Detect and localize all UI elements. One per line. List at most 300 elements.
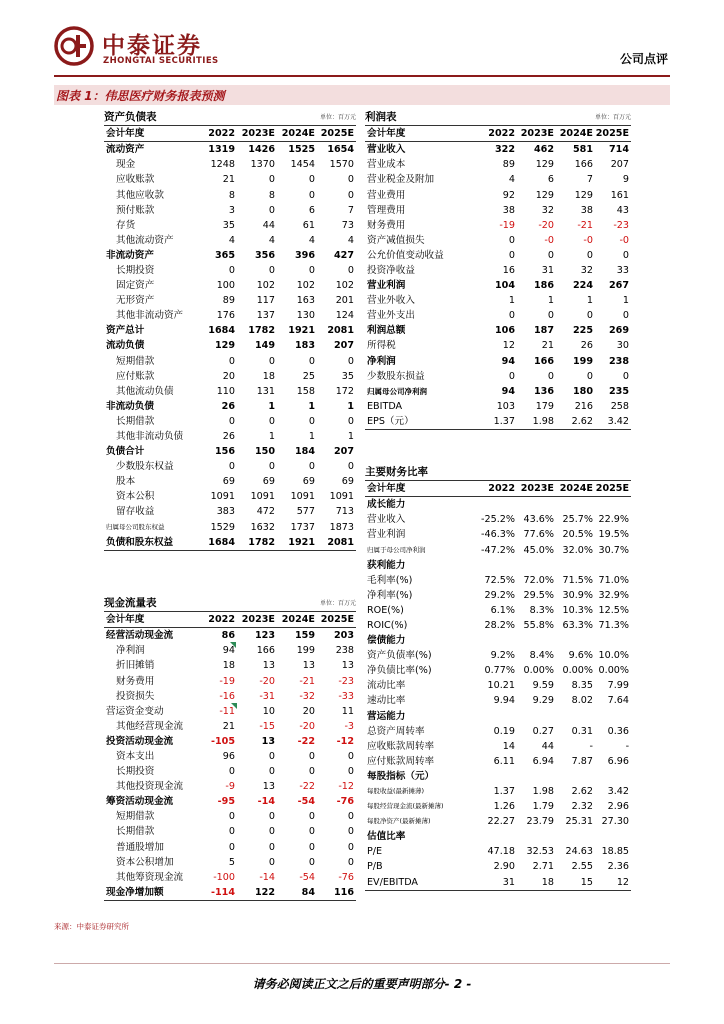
ratios-value-cell: 32.53 <box>526 846 554 858</box>
income-statement-row-label: 营业费用 <box>367 189 406 201</box>
balance-sheet-row-label: 留存收益 <box>116 506 155 518</box>
income-statement-value-cell: 224 <box>572 280 593 292</box>
balance-sheet-value-cell: 8 <box>268 189 275 201</box>
cash-flow-value-cell: -22 <box>299 781 315 793</box>
balance-sheet-value-cell: 129 <box>214 340 235 352</box>
ratios-row <box>365 648 631 663</box>
cash-flow-row-label: 现金净增加额 <box>104 885 204 901</box>
balance-sheet-row <box>104 323 356 338</box>
ratios-value-cell: -47.2% <box>481 544 515 556</box>
ratios-value-cell: -46.3% <box>481 529 515 541</box>
ratios-value-cell <box>556 633 595 648</box>
balance-sheet-value-cell: 4 <box>228 234 235 246</box>
ratios-row-label: P/B <box>367 861 383 873</box>
ratios-value-cell: 23.79 <box>526 816 554 828</box>
ratios-value-cell: 2.55 <box>571 861 593 873</box>
income-statement-row-label: 营业税金及附加 <box>367 174 435 186</box>
ratios-row-label: 每股经营现金流(最新摊薄) <box>367 802 444 811</box>
income-statement-row <box>365 354 631 369</box>
cash-flow-row <box>104 628 356 644</box>
ratios-value-cell <box>556 709 595 724</box>
income-statement-value-cell: 38 <box>580 204 593 216</box>
income-statement-value-cell: 0 <box>622 370 630 382</box>
ratios-value-cell: 0.36 <box>607 725 630 737</box>
cash-flow-header-row <box>104 612 356 628</box>
cash-flow-row-label: 其他筹资现金流 <box>116 871 184 883</box>
cash-flow-value-cell: 20 <box>302 705 315 717</box>
income-statement-value-cell: 32 <box>580 264 593 276</box>
company-name-en: ZHONGTAI SECURITIES <box>103 56 219 66</box>
cash-flow-row-label: 财务费用 <box>116 675 155 687</box>
ratios-value-cell: 7.99 <box>607 680 630 692</box>
balance-sheet-header-row <box>104 126 356 142</box>
ratios-row-label: 每股指标（元） <box>367 770 435 782</box>
income-statement-value-cell: 43 <box>616 204 630 216</box>
income-statement-value-cell: 462 <box>533 144 554 156</box>
balance-sheet-value-cell: 124 <box>335 310 355 322</box>
cash-flow-value-cell: 13 <box>261 735 275 747</box>
balance-sheet-row <box>104 354 356 369</box>
balance-sheet-value-cell: 207 <box>333 446 355 458</box>
balance-sheet-value-cell: 8 <box>228 189 235 201</box>
income-statement-header-cell: 会计年度 <box>365 126 473 142</box>
income-statement-row <box>365 293 631 308</box>
balance-sheet-value-cell: 69 <box>302 476 315 488</box>
cash-flow-value-cell: 0 <box>347 766 355 778</box>
ratios-row <box>365 663 631 678</box>
company-logo <box>54 26 314 70</box>
ratios-row <box>365 512 631 527</box>
balance-sheet-row <box>104 504 356 519</box>
cash-flow-row-label: 净利润 <box>116 645 145 657</box>
balance-sheet-value-cell: 44 <box>262 219 275 231</box>
income-statement-value-cell: 30 <box>616 340 630 352</box>
cash-flow-unit: 单位：百万元 <box>277 596 356 612</box>
ratios-value-cell: 8.3% <box>529 604 554 616</box>
income-statement-value-cell: 0 <box>622 249 630 261</box>
income-statement-row-label: 归属母公司净利润 <box>367 386 427 396</box>
cash-flow-value-cell: -100 <box>213 871 235 883</box>
income-statement-row <box>365 414 631 430</box>
ratios-value-cell: -25.2% <box>481 514 515 526</box>
ratios-row <box>365 724 631 739</box>
balance-sheet-row <box>104 203 356 218</box>
income-statement-row <box>365 338 631 353</box>
ratios-row-label: P/E <box>367 846 383 858</box>
figure-title: 图表 1：伟思医疗财务报表预测 <box>56 89 225 103</box>
balance-sheet-value-cell: 0 <box>347 461 355 473</box>
income-statement-value-cell: 0 <box>586 249 593 261</box>
income-statement-table <box>365 110 631 430</box>
balance-sheet-row <box>104 172 356 187</box>
cash-flow-row <box>104 840 356 855</box>
balance-sheet-value-cell: 89 <box>222 295 235 307</box>
balance-sheet-row-label: 预付账款 <box>116 204 155 216</box>
ratios-value-cell: 71.5% <box>562 574 593 586</box>
income-statement-row <box>365 263 631 278</box>
income-statement-value-cell: 129 <box>574 189 593 201</box>
ratios-value-cell: 55.8% <box>523 619 554 631</box>
cash-flow-row-label: 资本公积增加 <box>116 856 174 868</box>
income-statement-row <box>365 233 631 248</box>
ratios-row-label: 净负债比率(%) <box>367 665 432 677</box>
cash-flow-value-cell: 0 <box>308 826 315 838</box>
income-statement-value-cell: 94 <box>501 385 515 397</box>
ratios-value-cell: 1.79 <box>532 801 554 813</box>
ratios-value-cell: 9.29 <box>532 695 554 707</box>
cash-flow-value-cell: 0 <box>268 826 275 838</box>
balance-sheet-value-cell: 18 <box>262 370 275 382</box>
balance-sheet-row-label: 长期借款 <box>116 415 155 427</box>
balance-sheet-value-cell: 2081 <box>327 325 355 337</box>
income-statement-unit: 单位：百万元 <box>556 110 631 126</box>
ratios-value-cell: 15 <box>556 875 595 891</box>
balance-sheet-row <box>104 489 356 504</box>
ratios-value-cell: 29.2% <box>484 589 515 601</box>
balance-sheet-row <box>104 520 356 535</box>
cash-flow-value-cell: 86 <box>221 630 235 642</box>
balance-sheet-row-label: 固定资产 <box>116 280 155 292</box>
income-statement-value-cell: 0 <box>547 370 554 382</box>
balance-sheet-row-label: 应付账款 <box>116 370 155 382</box>
income-statement-value-cell: 9 <box>622 174 630 186</box>
income-statement-row <box>365 203 631 218</box>
balance-sheet-row-label: 流动资产 <box>106 144 145 156</box>
cash-flow-value-cell: 11 <box>341 705 355 717</box>
cash-flow-row <box>104 749 356 764</box>
cash-flow-value-cell: -31 <box>259 690 275 702</box>
cash-flow-row-label: 投资活动现金流 <box>106 735 174 747</box>
balance-sheet-value-cell: 0 <box>268 204 275 216</box>
cash-flow-value-cell: -95 <box>217 796 235 808</box>
cash-flow-value-cell: 0 <box>347 826 355 838</box>
ratios-value-cell: 71.0% <box>598 574 630 586</box>
income-statement-row-label: 营业外收入 <box>367 295 415 307</box>
cash-flow-value-cell: -114 <box>204 885 237 901</box>
ratios-row-label: 估值比率 <box>367 831 406 843</box>
ratios-row <box>365 875 631 891</box>
balance-sheet-value-cell: 1 <box>308 400 315 412</box>
income-statement-value-cell: -20 <box>538 219 554 231</box>
balance-sheet-value-cell: 1570 <box>329 159 355 171</box>
cash-flow-row <box>104 885 356 901</box>
ratios-value-cell <box>517 558 556 573</box>
ratios-value-cell <box>517 709 556 724</box>
income-statement-value-cell: 199 <box>572 355 593 367</box>
ratios-value-cell: 0.19 <box>493 725 515 737</box>
ratios-value-cell: 0.00% <box>562 665 593 677</box>
balance-sheet-value-cell: 0 <box>268 461 275 473</box>
ratios-value-cell <box>595 633 631 648</box>
balance-sheet-value-cell: 1 <box>268 431 275 443</box>
ratios-row <box>365 739 631 754</box>
balance-sheet-value-cell: 69 <box>341 476 355 488</box>
flag-marker-1 <box>230 642 236 648</box>
ratios-value-cell <box>517 769 556 784</box>
balance-sheet-value-cell: 0 <box>308 461 315 473</box>
ratios-row-label: 成长能力 <box>367 499 406 511</box>
balance-sheet-value-cell: 1426 <box>248 144 275 156</box>
cash-flow-value-cell: 0 <box>308 856 315 868</box>
ratios-value-cell <box>517 497 556 513</box>
balance-sheet-row <box>104 157 356 172</box>
balance-sheet-row-label: 其他非流动资产 <box>116 310 184 322</box>
cash-flow-value-cell: -54 <box>299 871 315 883</box>
income-statement-value-cell: 216 <box>574 400 593 412</box>
balance-sheet-row <box>104 187 356 202</box>
balance-sheet-value-cell: 61 <box>302 219 315 231</box>
balance-sheet-value-cell: 0 <box>347 415 355 427</box>
income-statement-value-cell: 179 <box>535 400 554 412</box>
income-statement-value-cell: -0 <box>583 234 593 246</box>
ratios-value-cell: 19.5% <box>598 529 630 541</box>
cash-flow-value-cell: -21 <box>299 675 315 687</box>
cash-flow-value-cell: 13 <box>302 660 315 672</box>
income-statement-value-cell: 26 <box>580 340 593 352</box>
balance-sheet-value-cell: 207 <box>333 340 355 352</box>
balance-sheet-value-cell: 1782 <box>248 325 275 337</box>
cash-flow-row <box>104 734 356 749</box>
ratios-value-cell: 18 <box>517 875 556 891</box>
ratios-value-cell: 0.77% <box>484 665 515 677</box>
ratios-value-cell: 8.4% <box>529 650 554 662</box>
income-statement-value-cell: 322 <box>494 144 515 156</box>
ratios-value-cell: 1.26 <box>493 801 515 813</box>
ratios-row-label: 营运能力 <box>367 710 406 722</box>
ratios-value-cell: 18.85 <box>601 846 630 858</box>
cash-flow-value-cell: 203 <box>333 630 355 642</box>
balance-sheet-value-cell: 365 <box>214 249 235 261</box>
balance-sheet-value-cell: 25 <box>302 370 315 382</box>
balance-sheet-value-cell: 1921 <box>288 325 315 337</box>
cash-flow-value-cell: 0 <box>268 811 275 823</box>
cash-flow-row-label: 投资损失 <box>116 690 155 702</box>
balance-sheet-value-cell: 396 <box>294 249 315 261</box>
income-statement-value-cell: 166 <box>574 159 593 171</box>
source-note: 来源：中泰证券研究所 <box>54 922 129 931</box>
income-statement-value-cell: 235 <box>608 385 630 397</box>
balance-sheet-value-cell: 0 <box>268 355 275 367</box>
cash-flow-row <box>104 689 356 704</box>
income-statement-value-cell: 0 <box>508 370 515 382</box>
balance-sheet-value-cell: 137 <box>256 310 275 322</box>
balance-sheet-value-cell: 356 <box>254 249 275 261</box>
cash-flow-value-cell: 0 <box>308 841 315 853</box>
balance-sheet-value-cell: 2081 <box>317 535 356 551</box>
balance-sheet-table <box>104 110 356 551</box>
footer-disclaimer: 请务必阅读正文之后的重要声明部分- 2 - <box>252 977 472 991</box>
financial-ratios-table <box>365 465 631 891</box>
ratios-value-cell <box>556 558 595 573</box>
cash-flow-row <box>104 779 356 794</box>
ratios-value-cell: 0.00% <box>523 665 554 677</box>
ratios-row-label: 流动比率 <box>367 680 406 692</box>
ratios-value-cell: 28.2% <box>484 619 515 631</box>
balance-sheet-value-cell: 1370 <box>250 159 275 171</box>
ratios-value-cell: 0.27 <box>532 725 554 737</box>
cash-flow-value-cell: 0 <box>268 750 275 762</box>
balance-sheet-value-cell: 1091 <box>329 491 355 503</box>
balance-sheet-value-cell: 35 <box>222 219 235 231</box>
balance-sheet-row-label: 资本公积 <box>116 491 155 503</box>
balance-sheet-value-cell: 1319 <box>208 144 235 156</box>
cash-flow-value-cell: -11 <box>219 705 235 717</box>
balance-sheet-value-cell: 1632 <box>250 521 275 533</box>
ratios-value-cell: 0.00% <box>598 665 630 677</box>
balance-sheet-value-cell: 427 <box>333 249 355 261</box>
ratios-value-cell: - <box>625 740 630 752</box>
cash-flow-row <box>104 673 356 688</box>
balance-sheet-row-label: 其他流动负债 <box>116 385 174 397</box>
cash-flow-row-label: 长期借款 <box>116 826 155 838</box>
balance-sheet-value-cell: 0 <box>268 174 275 186</box>
balance-sheet-value-cell: 21 <box>222 174 235 186</box>
income-statement-title: 利润表 <box>365 110 473 126</box>
balance-sheet-row <box>104 399 356 414</box>
ratios-value-cell: 7.87 <box>571 755 593 767</box>
balance-sheet-row-label: 其他非流动负债 <box>116 431 184 443</box>
footer-divider <box>54 963 670 964</box>
balance-sheet-row <box>104 444 356 459</box>
ratios-value-cell: 2.96 <box>607 801 630 813</box>
income-statement-row-label: 营业收入 <box>367 144 406 156</box>
balance-sheet-row-label: 流动负债 <box>106 340 145 352</box>
ratios-value-cell: 2.32 <box>571 801 593 813</box>
cash-flow-value-cell: 0 <box>268 841 275 853</box>
balance-sheet-value-cell: 201 <box>335 295 355 307</box>
balance-sheet-value-cell: 1091 <box>290 491 315 503</box>
cash-flow-value-cell: 0 <box>347 856 355 868</box>
balance-sheet-value-cell: 0 <box>228 264 235 276</box>
income-statement-row <box>365 369 631 384</box>
cash-flow-header-cell: 2022 <box>204 612 237 628</box>
ratios-value-cell: 72.5% <box>484 574 515 586</box>
income-statement-value-cell: 106 <box>494 325 515 337</box>
balance-sheet-value-cell: 1921 <box>277 535 317 551</box>
ratios-row <box>365 588 631 603</box>
balance-sheet-row-label: 股本 <box>116 476 136 488</box>
ratios-row-label: 应收账款周转率 <box>367 740 435 752</box>
cash-flow-value-cell: 159 <box>294 630 315 642</box>
cash-flow-value-cell: -12 <box>338 781 355 793</box>
balance-sheet-row-label: 资产总计 <box>106 325 145 337</box>
cash-flow-value-cell: 116 <box>317 885 356 901</box>
ratios-row-label: 归属于母公司净利润 <box>367 545 426 554</box>
cash-flow-row-label: 其他经营现金流 <box>116 720 184 732</box>
cash-flow-value-cell: -20 <box>259 675 275 687</box>
figure-title-bar <box>54 85 670 105</box>
income-statement-value-cell: 103 <box>496 400 515 412</box>
cash-flow-value-cell: 199 <box>296 645 315 657</box>
cash-flow-value-cell: 96 <box>222 750 235 762</box>
income-statement-value-cell: 1.37 <box>473 414 517 430</box>
ratios-value-cell <box>465 829 517 844</box>
ratios-value-cell: 45.0% <box>523 544 554 556</box>
income-statement-row <box>365 278 631 293</box>
balance-sheet-value-cell: 149 <box>254 340 275 352</box>
cash-flow-value-cell: 13 <box>262 660 275 672</box>
income-statement-value-cell: 92 <box>502 189 515 201</box>
balance-sheet-row-label: 无形资产 <box>116 295 155 307</box>
income-statement-value-cell: 0 <box>547 310 554 322</box>
income-statement-row-label: EPS（元） <box>365 414 473 430</box>
ratios-value-cell: 22.27 <box>487 816 515 828</box>
income-statement-row <box>365 172 631 187</box>
income-statement-row <box>365 323 631 338</box>
ratios-value-cell <box>556 497 595 513</box>
ratios-value-cell: 0.31 <box>571 725 593 737</box>
balance-sheet-value-cell: 176 <box>216 310 235 322</box>
header-divider <box>54 75 670 77</box>
ratios-value-cell: 32.0% <box>562 544 593 556</box>
cash-flow-value-cell: -22 <box>297 735 315 747</box>
balance-sheet-value-cell: 1248 <box>210 159 235 171</box>
income-statement-value-cell: 267 <box>608 280 630 292</box>
balance-sheet-row <box>104 293 356 308</box>
ratios-row-label: 每股收益(最新摊薄) <box>367 787 425 796</box>
cash-flow-value-cell: -14 <box>257 796 275 808</box>
ratios-value-cell: 8.02 <box>571 695 593 707</box>
cash-flow-row-label: 其他投资现金流 <box>116 781 184 793</box>
balance-sheet-value-cell: 0 <box>308 415 315 427</box>
balance-sheet-value-cell: 1525 <box>288 144 315 156</box>
cash-flow-value-cell: -9 <box>225 781 235 793</box>
ratios-row-label: 资产负债率(%) <box>367 650 432 662</box>
balance-sheet-row-label: 长期投资 <box>116 264 155 276</box>
income-statement-row <box>365 308 631 323</box>
cash-flow-title: 现金流量表 <box>104 596 204 612</box>
income-statement-value-cell: 16 <box>502 264 515 276</box>
income-statement-row-label: 管理费用 <box>367 204 406 216</box>
ratios-value-cell: 29.5% <box>523 589 554 601</box>
income-statement-value-cell: 129 <box>535 159 554 171</box>
income-statement-row <box>365 399 631 414</box>
balance-sheet-value-cell: 35 <box>341 370 355 382</box>
balance-sheet-value-cell: 383 <box>216 506 235 518</box>
cash-flow-row <box>104 704 356 719</box>
income-statement-value-cell: 0 <box>508 249 515 261</box>
balance-sheet-value-cell: 0 <box>268 415 275 427</box>
balance-sheet-value-cell: 4 <box>347 234 355 246</box>
balance-sheet-value-cell: 1873 <box>329 521 355 533</box>
balance-sheet-value-cell: 0 <box>228 415 235 427</box>
cash-flow-row-label: 长期投资 <box>116 766 155 778</box>
ratios-row-label: 每股净资产(最新摊薄) <box>367 817 431 826</box>
ratios-value-cell: 44 <box>541 740 554 752</box>
income-statement-row-label: EBITDA <box>367 400 403 412</box>
ratios-value-cell: 63.3% <box>562 619 593 631</box>
ratios-row-label: 获利能力 <box>367 559 406 571</box>
income-statement-value-cell: 1 <box>586 295 593 307</box>
ratios-value-cell: 1.37 <box>493 786 515 798</box>
ratios-row-label: 净利率(%) <box>367 589 413 601</box>
income-statement-row <box>365 248 631 263</box>
balance-sheet-value-cell: 69 <box>222 476 235 488</box>
balance-sheet-row-label: 其他流动资产 <box>116 234 174 246</box>
ratios-value-cell: 1.98 <box>532 786 554 798</box>
balance-sheet-value-cell: 0 <box>308 189 315 201</box>
balance-sheet-value-cell: 1091 <box>210 491 235 503</box>
ratios-value-cell: 32.9% <box>598 589 630 601</box>
balance-sheet-row <box>104 278 356 293</box>
ratios-value-cell: 47.18 <box>487 846 515 858</box>
balance-sheet-value-cell: 156 <box>214 446 235 458</box>
ratios-row <box>365 633 631 648</box>
ratios-value-cell <box>595 497 631 513</box>
ratios-value-cell <box>465 709 517 724</box>
income-statement-row-label: 投资净收益 <box>367 264 415 276</box>
balance-sheet-row-label: 其他应收款 <box>116 189 164 201</box>
